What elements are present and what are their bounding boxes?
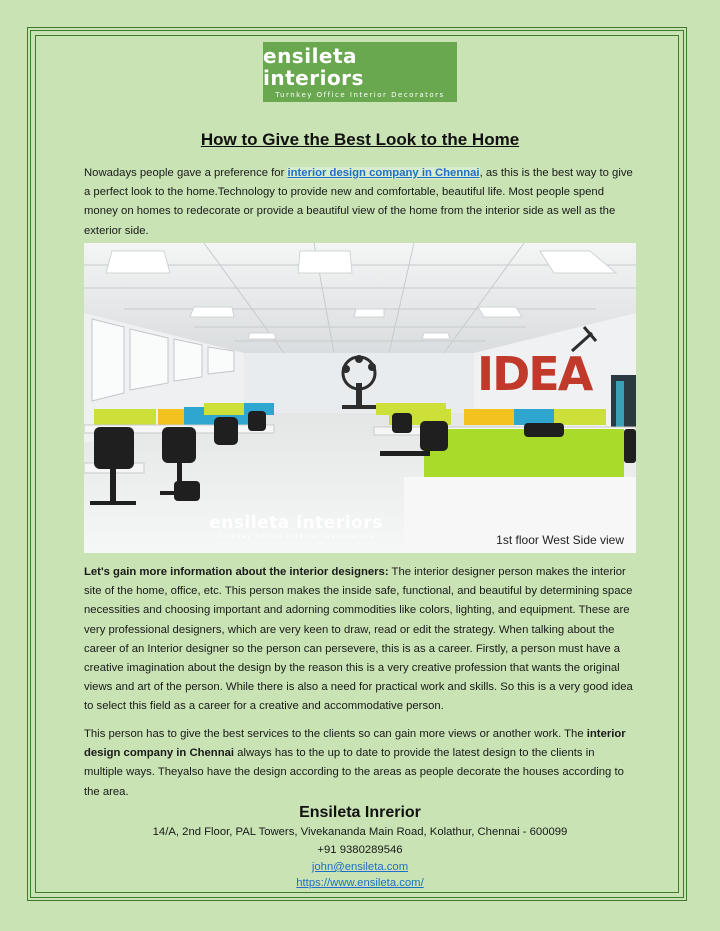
company-email-link[interactable]: john@ensileta.com (311, 861, 409, 873)
office-photo (84, 243, 636, 553)
company-website-link[interactable]: https://www.ensileta.com/ (296, 877, 424, 889)
company-address: 14/A, 2nd Floor, PAL Towers, Vivekananda Main Road, Kolathur, Chennai - 600099 (152, 826, 568, 838)
photo-brand-tagline: Turnkey Office Interior Decorators (218, 533, 374, 540)
designers-body: The interior designer person makes the interior site of the home, office, etc. This person makes the inside safe, functional, and beautiful by determining space necessities and choosing important and adorning commodities like colors, lighting, and equipment. These are very professional designers, which are very keen to draw, read or edit the strategy. When talking about the career of an Interior designer so the person can persevere, this is as a career. Firstly, a person must have a creative imagination about the design by the reason this is a very creative profession that wants the original views and art of the person. While there is also a need for practical work and skills. So this is a very good idea to select this field as a career for a creative and accommodative person. (84, 566, 633, 713)
photo-watermark-logo (206, 513, 386, 540)
company-name: Ensileta Inrerior (299, 804, 421, 821)
services-text-start: This person has to give the best services to the clients so can gain more views or another work. The (84, 728, 587, 740)
intro-text-start: Nowadays people gave a preference for (84, 167, 288, 179)
photo-brand-name: ensileta interiors (209, 513, 383, 533)
photo-caption: 1st floor West Side view (496, 533, 624, 547)
intro-text-rest: Technology to provide new and comfortable, beautiful life. Most people spend money on homes to redecorate or provide a beautiful view of the home from the interior side as well as the exterior side. (84, 186, 616, 237)
page-title: How to Give the Best Look to the Home (200, 130, 520, 149)
designers-lead: Let's gain more information about the interior designers: (84, 566, 389, 578)
brand-logo (263, 42, 457, 102)
intro-text-after-link: , as this is the best way to give a perfect look to the home. (84, 167, 633, 199)
company-phone: +91 9380289546 (317, 844, 403, 856)
logo-name: ensileta interiors (263, 44, 364, 90)
intro-paragraph (84, 164, 636, 241)
services-text-end: always has to the up to date to provide the latest design to the clients in multiple ways. Theyalso have the design according to the areas as people decorate the houses according to the area. (84, 747, 624, 798)
wall-idea-text: IDEA (477, 347, 592, 401)
services-paragraph (84, 725, 636, 802)
logo-tagline: Turnkey Office Interior Decorators (275, 91, 445, 99)
designers-paragraph (84, 563, 636, 717)
interior-design-link[interactable]: interior design company in Chennai (287, 167, 480, 179)
services-bold-phrase: interior design company in Chennai (84, 728, 626, 760)
